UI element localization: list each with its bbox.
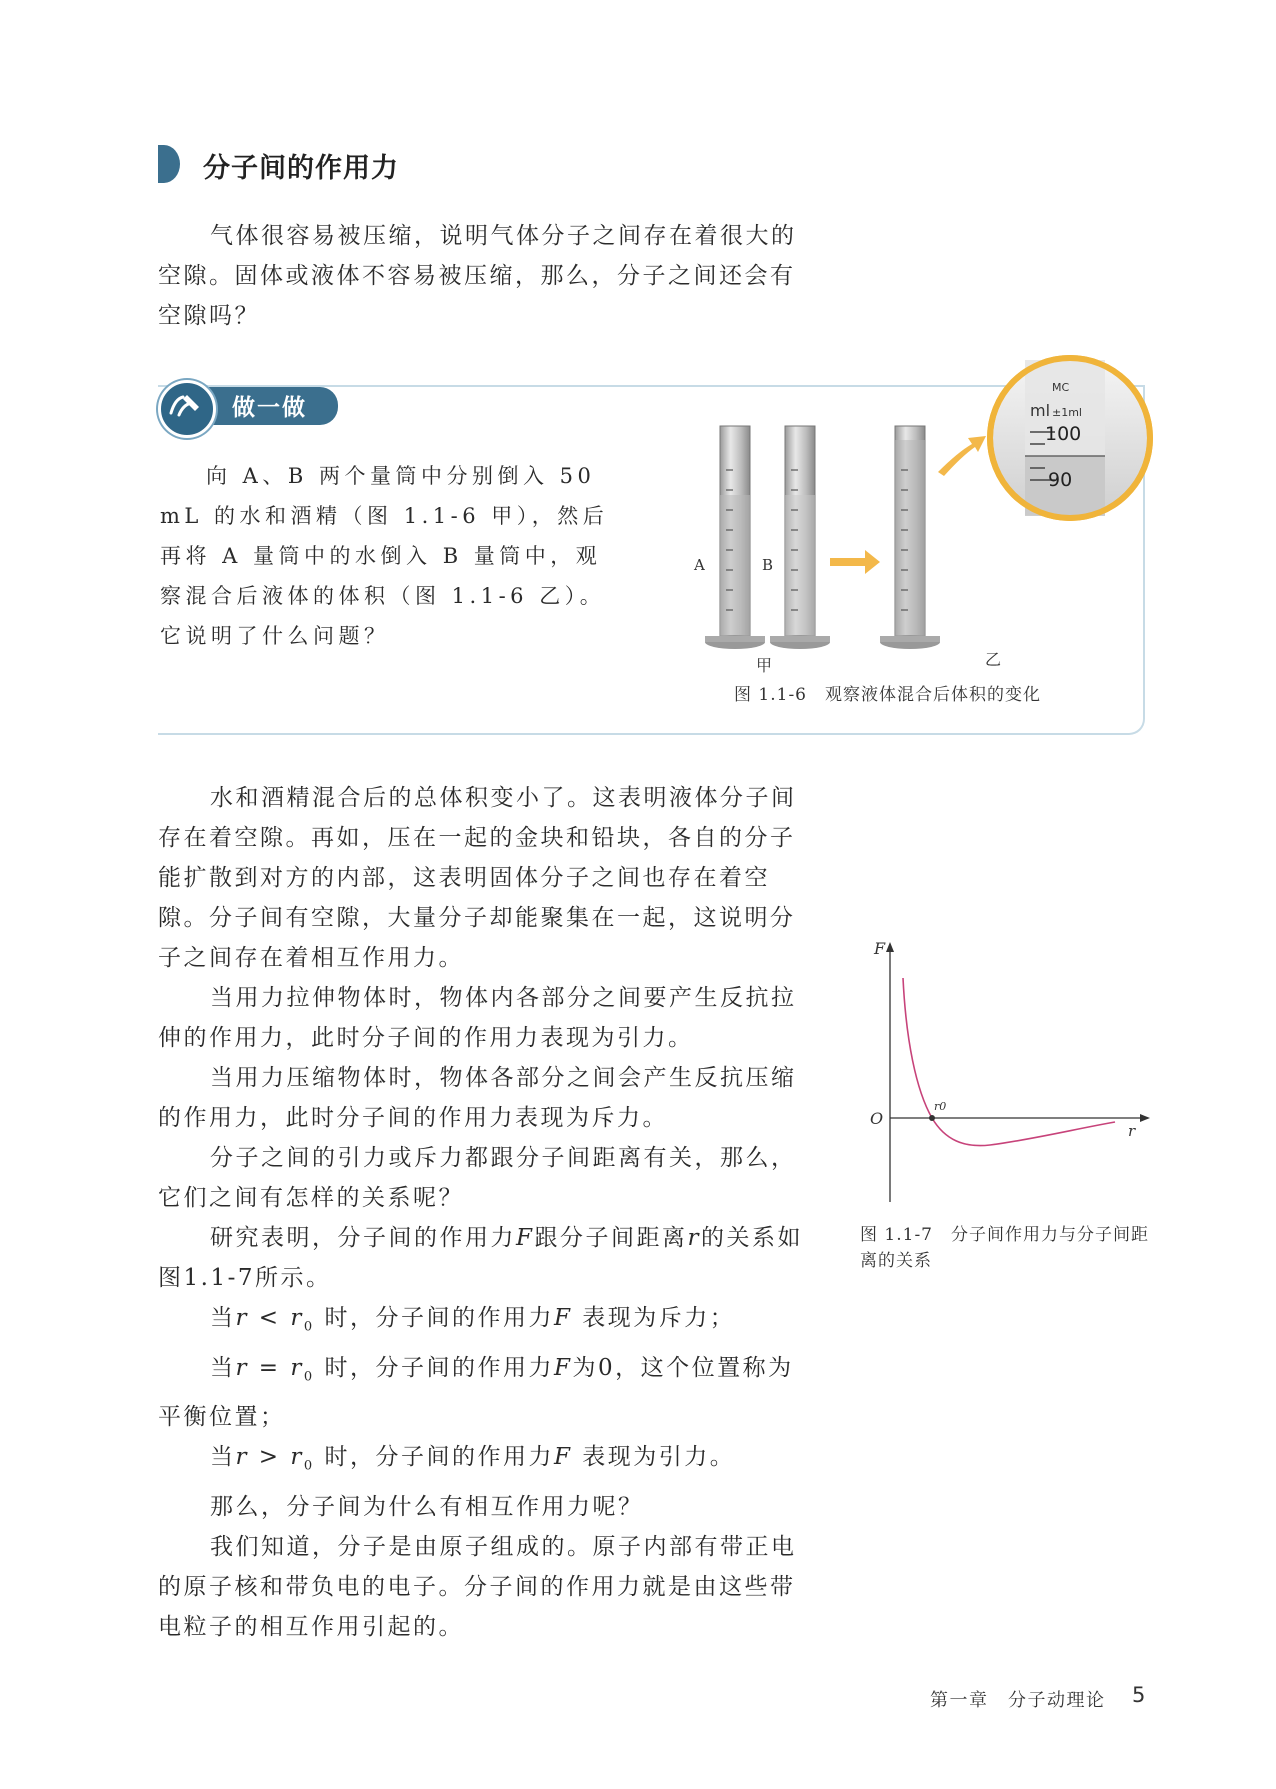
c1-F: F bbox=[554, 1305, 573, 1331]
zoom-unit-label: ml bbox=[1030, 401, 1051, 420]
cylinder-b bbox=[770, 426, 830, 649]
page-number: 5 bbox=[1132, 1683, 1146, 1707]
c1-sub: 0 bbox=[303, 1319, 315, 1335]
f-axis-label: F bbox=[874, 939, 886, 958]
section-marker-icon bbox=[158, 145, 180, 183]
body-paragraph-3 bbox=[158, 1058, 810, 1138]
c2-post: 时，分子间的作用力 bbox=[314, 1354, 554, 1381]
body-paragraph-2 bbox=[158, 978, 810, 1058]
zoom-90-label: 90 bbox=[1048, 469, 1073, 491]
origin-label: O bbox=[870, 1109, 884, 1128]
zoom-arrow-icon bbox=[938, 436, 986, 476]
hands-on-icon bbox=[158, 380, 216, 438]
cylinder-a bbox=[705, 426, 765, 649]
condition-equilibrium bbox=[158, 1348, 810, 1438]
c3-end: 表现为引力。 bbox=[572, 1444, 736, 1471]
zoom-mc-label: MC bbox=[1052, 381, 1070, 394]
r0-point bbox=[929, 1115, 935, 1121]
c1-r: r bbox=[235, 1305, 249, 1331]
condition-repulsion bbox=[158, 1298, 810, 1348]
figure-1-1-7-caption: 图 1.1-7 分子间作用力与分子间距离的关系 bbox=[860, 1225, 1149, 1271]
body-p7-text: 我们知道，分子是由原子组成的。原子内部有带正电的原子核和带负电的电子。分子间的作用力就是由这些带电粒子的相互作用引起的。 bbox=[158, 1533, 797, 1640]
c3-F: F bbox=[554, 1444, 573, 1471]
section-title: 分子间的作用力 bbox=[203, 153, 399, 184]
intro-text: 气体很容易被压缩，说明气体分子之间存在着很大的空隙。固体或液体不容易被压缩，那么，分子之间还会有空隙吗？ bbox=[158, 223, 797, 329]
c1-post: 时，分子间的作用力 bbox=[314, 1305, 554, 1331]
c1-op: < bbox=[249, 1305, 291, 1331]
c1-pre: 当 bbox=[210, 1305, 236, 1331]
c3-post: 时，分子间的作用力 bbox=[314, 1444, 554, 1471]
c1-r0: r bbox=[290, 1305, 304, 1331]
body-p5-c: 的关系如图1.1-7所示。 bbox=[158, 1225, 803, 1291]
c2-end: 为0，这个位置称为平衡位置； bbox=[158, 1354, 794, 1431]
activity-title: 做一做 bbox=[232, 395, 307, 421]
label-jia: 甲 bbox=[756, 656, 773, 675]
pour-arrow-icon bbox=[830, 550, 880, 574]
activity-text-content: 向 A、B 两个量筒中分别倒入 50 mL 的水和酒精（图 1.1-6 甲），然后再将 A 量筒中的水倒入 B 量筒中，观察混合后液体的体积（图 1.1-6 乙）。它说明了什么问题？ bbox=[160, 464, 609, 648]
c3-op: > bbox=[249, 1444, 291, 1471]
body-paragraph-1 bbox=[158, 778, 810, 978]
body-p4-text: 分子之间的引力或斥力都跟分子间距离有关，那么，它们之间有怎样的关系呢？ bbox=[158, 1145, 797, 1211]
c3-pre: 当 bbox=[210, 1444, 236, 1471]
label-yi: 乙 bbox=[985, 650, 1002, 669]
f-axis-arrow-icon bbox=[886, 942, 894, 952]
body-p5-a: 研究表明，分子间的作用力 bbox=[210, 1225, 516, 1251]
label-a: A bbox=[694, 556, 705, 574]
figure-1-1-7 bbox=[860, 940, 1150, 1210]
body-p5-b: 跟分子间距离 bbox=[534, 1225, 688, 1251]
figure-1-1-6 bbox=[694, 360, 1170, 680]
force-curve bbox=[903, 978, 1115, 1146]
body-paragraph-6 bbox=[158, 1487, 810, 1527]
figure-1-1-6-caption: 图 1.1-6 观察液体混合后体积的变化 bbox=[734, 685, 1041, 705]
activity-text bbox=[160, 456, 620, 656]
body-p5-F: F bbox=[516, 1225, 535, 1251]
body-p1-text: 水和酒精混合后的总体积变小了。这表明液体分子间存在着空隙。再如，压在一起的金块和铅块，各自的分子能扩散到对方的内部，这表明固体分子之间也存在着空隙。分子间有空隙，大量分子却能聚集在一起，这说明分子之间存在着相互作用力。 bbox=[158, 785, 797, 971]
condition-attraction bbox=[158, 1437, 810, 1487]
c1-end: 表现为斥力； bbox=[572, 1305, 736, 1331]
c2-r: r bbox=[235, 1354, 249, 1381]
cylinder-mixed bbox=[880, 426, 940, 649]
label-b: B bbox=[762, 556, 774, 574]
body-text bbox=[158, 778, 810, 1647]
body-p3-text: 当用力压缩物体时，物体各部分之间会产生反抗压缩的作用力，此时分子间的作用力表现为斥力。 bbox=[158, 1065, 797, 1131]
c2-sub: 0 bbox=[303, 1369, 315, 1385]
r0-label: r0 bbox=[934, 1100, 947, 1113]
c3-r0: r bbox=[290, 1444, 304, 1471]
r-axis-arrow-icon bbox=[1140, 1114, 1150, 1122]
c3-sub: 0 bbox=[303, 1458, 315, 1474]
body-paragraph-4 bbox=[158, 1138, 810, 1218]
c2-F: F bbox=[554, 1354, 573, 1381]
c3-r: r bbox=[235, 1444, 249, 1471]
body-p6-text: 那么，分子间为什么有相互作用力呢？ bbox=[210, 1493, 644, 1520]
body-paragraph-7 bbox=[158, 1527, 810, 1647]
activity-badge bbox=[158, 380, 338, 432]
body-p2-text: 当用力拉伸物体时，物体内各部分之间要产生反抗拉伸的作用力，此时分子间的作用力表现为引力。 bbox=[158, 985, 797, 1051]
c2-op: = bbox=[249, 1354, 291, 1381]
zoom-100-label: 100 bbox=[1045, 423, 1082, 445]
r-axis-label: r bbox=[1128, 1122, 1136, 1140]
intro-paragraph bbox=[158, 216, 808, 336]
body-paragraph-5 bbox=[158, 1218, 810, 1298]
c2-r0: r bbox=[290, 1354, 304, 1381]
zoom-unit-sub-label: ±1ml bbox=[1052, 406, 1082, 419]
body-p5-r: r bbox=[687, 1225, 701, 1251]
c2-pre: 当 bbox=[210, 1354, 236, 1381]
footer-chapter: 第一章 分子动理论 bbox=[930, 1690, 1106, 1711]
